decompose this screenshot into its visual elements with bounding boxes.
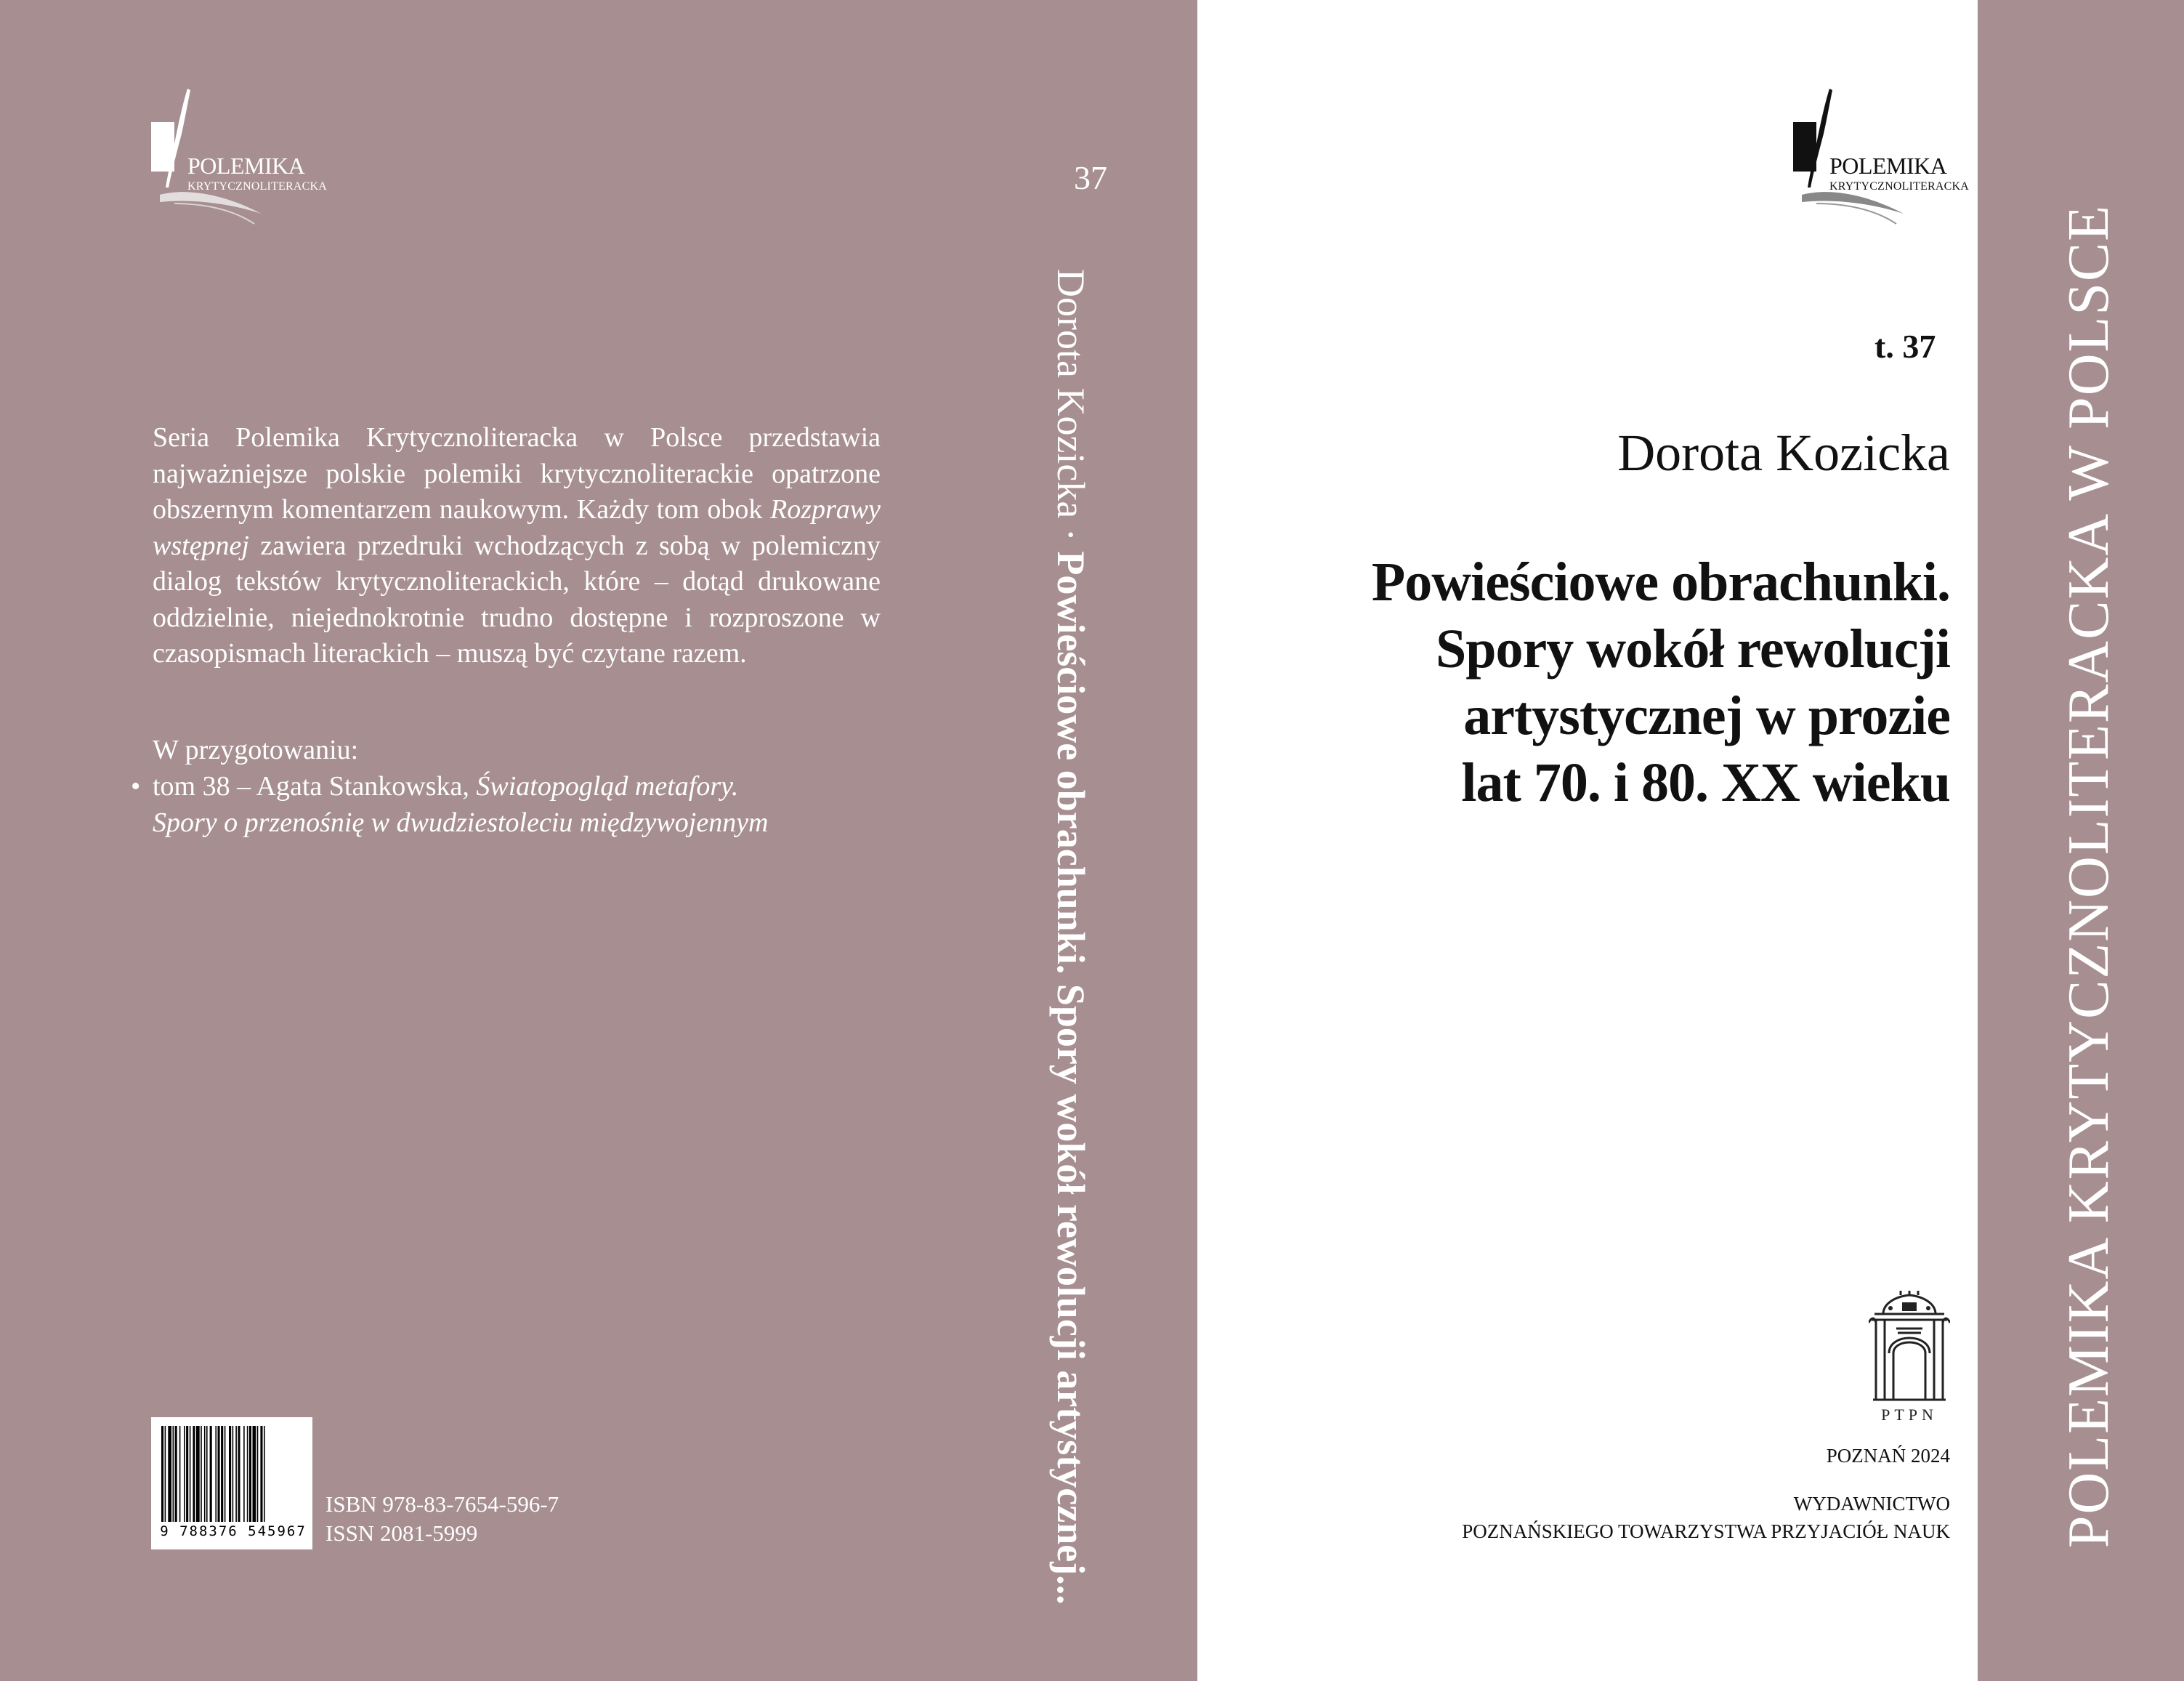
description-italic: Rozprawy wstępnej bbox=[153, 494, 881, 561]
title-line: lat 70. i 80. XX wieku bbox=[1461, 752, 1950, 813]
title-line: Powieściowe obrachunki. bbox=[1371, 552, 1950, 613]
in-preparation-title-1: Światopogląd metafory. bbox=[476, 771, 739, 802]
series-description bbox=[153, 420, 881, 672]
title-line: Spory wokół rewolucji bbox=[1435, 618, 1950, 680]
description-text-1: Seria Polemika Krytycznoliteracka w Polsce przedstawia najważniejsze polskie polemiki krytycznoliterackie opatrzone obszernym komentarzem naukowym. Każdy tom obok bbox=[153, 422, 881, 525]
ptpn-gate-emblem-icon bbox=[1869, 1291, 1950, 1406]
ptpn-label: PTPN bbox=[1881, 1406, 1938, 1424]
spine-title: Powieściowe obrachunki. Spory wokół rewolucji artystycznej... bbox=[1049, 551, 1093, 1605]
flap-series-title-text: POLEMIKA KRYTYCZNOLITERACKA W POLSCE bbox=[2057, 203, 2121, 1548]
logo-name: POLEMIKA bbox=[1829, 153, 1947, 179]
issn: ISSN 2081-5999 bbox=[325, 1520, 478, 1546]
in-preparation-title-2: Spory o przenośnię w dwudziestoleciu międzywojennym bbox=[153, 807, 769, 838]
in-preparation-heading: W przygotowaniu: bbox=[153, 735, 359, 765]
author-name: Dorota Kozicka bbox=[1617, 424, 1950, 482]
bullet-marker: • bbox=[131, 771, 141, 802]
in-preparation-item bbox=[153, 769, 952, 841]
logo-name: POLEMIKA bbox=[187, 153, 305, 179]
publisher-line-2: POZNAŃSKIEGO TOWARZYSTWA PRZYJACIÓŁ NAUK bbox=[1462, 1520, 1950, 1542]
front-cover bbox=[1197, 0, 1978, 1681]
title-line: artystycznej w prozie bbox=[1463, 685, 1950, 746]
spine-separator: · bbox=[1049, 518, 1093, 552]
place-year: POZNAŃ 2024 bbox=[1826, 1445, 1950, 1467]
description-text-2: zawiera przedruki wchodzących z sobą w polemiczny dialog tekstów krytycznoliterackich, które – dotąd drukowane oddzielnie, niejednokrotnie trudno dostępne i rozproszone w czasopismach literackich – muszą być czytane razem. bbox=[153, 530, 881, 669]
spine-author: Dorota Kozicka bbox=[1049, 269, 1093, 519]
in-preparation-prefix: tom 38 – Agata Stankowska, bbox=[153, 771, 477, 802]
isbn: ISBN 978-83-7654-596-7 bbox=[325, 1491, 559, 1517]
front-series-logo bbox=[1787, 86, 1970, 231]
barcode bbox=[151, 1417, 312, 1549]
spine-volume-number: 37 bbox=[1074, 159, 1107, 196]
barcode-digits: 9 788376 545967 bbox=[160, 1523, 307, 1539]
publisher-line-1: WYDAWNICTWO bbox=[1793, 1493, 1950, 1515]
volume-number: t. 37 bbox=[1874, 328, 1936, 365]
logo-subtitle: KRYTYCZNOLITERACKA bbox=[1829, 180, 1970, 193]
barcode-icon bbox=[160, 1426, 304, 1523]
logo-subtitle: KRYTYCZNOLITERACKA bbox=[187, 180, 328, 193]
back-series-logo bbox=[145, 86, 328, 231]
book-title bbox=[1235, 549, 1950, 816]
